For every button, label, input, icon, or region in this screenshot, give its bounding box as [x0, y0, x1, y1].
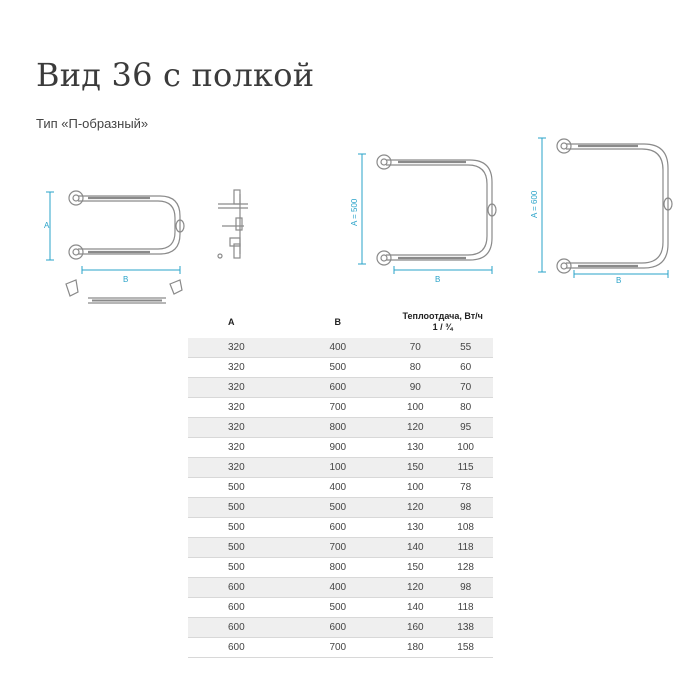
large-dim-a-label: A = 600	[530, 190, 539, 218]
header-heat-line2: 1 / ¾	[432, 322, 453, 332]
cell-b: 600	[283, 618, 392, 638]
cell-a: 600	[188, 598, 283, 618]
table-row	[188, 338, 493, 358]
table-row	[188, 418, 493, 438]
cell-b: 400	[283, 578, 392, 598]
cell-heat-1: 130	[392, 438, 438, 458]
cell-heat-1: 120	[392, 418, 438, 438]
cell-heat-1: 80	[392, 358, 438, 378]
cell-b: 500	[283, 498, 392, 518]
cell-b: 800	[283, 418, 392, 438]
cell-a: 500	[188, 478, 283, 498]
cell-b: 600	[283, 378, 392, 398]
table-row	[188, 378, 493, 398]
cell-heat-34: 100	[438, 438, 493, 458]
table-row	[188, 358, 493, 378]
cell-heat-1: 100	[392, 478, 438, 498]
cell-a: 320	[188, 458, 283, 478]
large-rail-diagram	[520, 132, 690, 288]
cell-heat-34: 98	[438, 578, 493, 598]
cell-heat-1: 120	[392, 498, 438, 518]
cell-heat-1: 150	[392, 458, 438, 478]
table-row	[188, 538, 493, 558]
table-row	[188, 578, 493, 598]
cell-a: 600	[188, 618, 283, 638]
small-dim-b-label: B	[123, 275, 129, 284]
cell-b: 800	[283, 558, 392, 578]
cell-a: 500	[188, 498, 283, 518]
cell-heat-34: 128	[438, 558, 493, 578]
cell-heat-34: 115	[438, 458, 493, 478]
cell-heat-1: 100	[392, 398, 438, 418]
cell-heat-1: 150	[392, 558, 438, 578]
cell-heat-1: 120	[392, 578, 438, 598]
table-row	[188, 478, 493, 498]
cell-b: 700	[283, 398, 392, 418]
table-header-row	[188, 306, 493, 338]
cell-heat-34: 108	[438, 518, 493, 538]
cell-heat-34: 118	[438, 538, 493, 558]
header-a: A	[228, 316, 235, 327]
medium-dim-b-label: B	[435, 275, 441, 284]
medium-rail-diagram	[340, 146, 510, 286]
table-row	[188, 498, 493, 518]
cell-b: 900	[283, 438, 392, 458]
small-rail-diagram	[30, 180, 200, 310]
table-row	[188, 558, 493, 578]
cell-a: 500	[188, 558, 283, 578]
table-row	[188, 438, 493, 458]
cell-heat-1: 130	[392, 518, 438, 538]
table-row	[188, 518, 493, 538]
cell-heat-1: 180	[392, 638, 438, 658]
large-dim-b-label: B	[616, 276, 622, 285]
cell-a: 320	[188, 378, 283, 398]
spec-table	[188, 306, 493, 658]
cell-heat-34: 138	[438, 618, 493, 638]
cell-heat-34: 55	[438, 338, 493, 358]
cell-a: 320	[188, 418, 283, 438]
cell-heat-1: 140	[392, 538, 438, 558]
cell-heat-34: 118	[438, 598, 493, 618]
cell-a: 320	[188, 358, 283, 378]
table-row	[188, 598, 493, 618]
table-row	[188, 638, 493, 658]
cell-heat-34: 60	[438, 358, 493, 378]
page-subtitle: Тип «П-образный»	[36, 116, 149, 131]
cell-a: 500	[188, 538, 283, 558]
cell-a: 600	[188, 578, 283, 598]
table-row	[188, 398, 493, 418]
cell-heat-34: 80	[438, 398, 493, 418]
cell-heat-34: 98	[438, 498, 493, 518]
cell-heat-34: 70	[438, 378, 493, 398]
cell-b: 500	[283, 598, 392, 618]
cell-heat-1: 140	[392, 598, 438, 618]
cell-a: 320	[188, 338, 283, 358]
header-b: B	[334, 316, 342, 327]
cell-b: 400	[283, 338, 392, 358]
cell-heat-1: 90	[392, 378, 438, 398]
cell-b: 600	[283, 518, 392, 538]
cell-b: 700	[283, 538, 392, 558]
cell-b: 400	[283, 478, 392, 498]
table-row	[188, 618, 493, 638]
side-view-diagram	[212, 184, 252, 264]
cell-b: 100	[283, 458, 392, 478]
cell-a: 320	[188, 438, 283, 458]
cell-b: 700	[283, 638, 392, 658]
page-title: Вид 36 с полкой	[36, 56, 315, 94]
cell-heat-34: 158	[438, 638, 493, 658]
cell-heat-1: 160	[392, 618, 438, 638]
header-heat-output	[392, 306, 493, 338]
spec-table-body	[188, 338, 493, 658]
cell-b: 500	[283, 358, 392, 378]
cell-heat-34: 78	[438, 478, 493, 498]
cell-heat-34: 95	[438, 418, 493, 438]
cell-a: 600	[188, 638, 283, 658]
cell-a: 500	[188, 518, 283, 538]
cell-a: 320	[188, 398, 283, 418]
header-heat-line1: Теплоотдача, Вт/ч	[402, 311, 483, 321]
medium-dim-a-label: A = 500	[350, 198, 359, 226]
small-dim-a-label: A	[44, 221, 50, 230]
table-row	[188, 458, 493, 478]
cell-heat-1: 70	[392, 338, 438, 358]
